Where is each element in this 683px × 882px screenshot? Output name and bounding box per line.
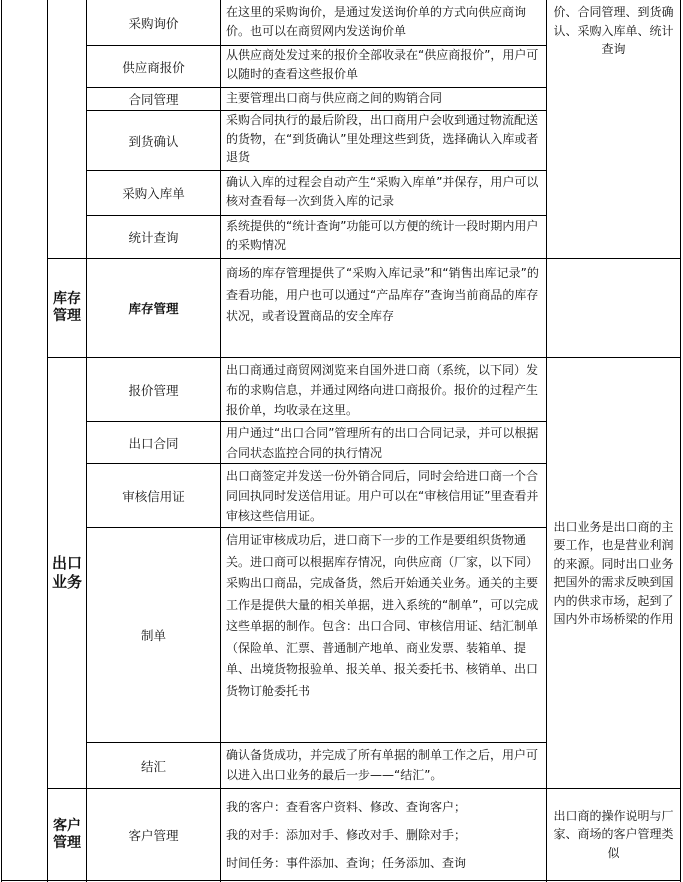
table-divider-col1 [47,0,48,882]
row-name-settlement: 结汇 [140,758,166,774]
customer-line: 时间任务：事件添加、查询；任务添加、查询 [226,856,467,870]
customer-note: 出口商的操作说明与厂家、商场的客户管理类似 [553,808,674,860]
section-customer: 客户管理 [53,817,81,851]
procurement-note: 价、合同管理、到货确认、采购入库单、统计查询 [553,5,674,56]
row-desc-lc-review: 出口商签定并发送一份外销合同后，同时会给进口商一个合同回执同时发送信用证。用户可以在“审核信用证”里查看并审核这些信用证。 [226,469,539,523]
row-desc-arrival-confirm: 采购合同执行的最后阶段，出口商用户会收到通过物流配送的货物，在“到货确认”里处理这些到货，选择确认入库或者退货 [226,113,539,164]
row-name-inventory: 库存管理 [128,301,179,316]
row-desc-documentation: 信用证审核成功后，进口商下一步的工作是要组织货物通关。进口商可以根据库存情况，向供应商（厂家，以下同）采购出口商品，完成备货，然后开始通关业务。通关的主要工作是提供大量的相关单据，进入系统的“制单”，可以完成这些单据的制作。包含：出口合同、审核信用证、结汇制单（保险单、汇票、普通制产地单、商业发票、装箱单、提单、出境货物报验单、报关单、报关委托书、核销单、出口货物订舱委托书 [226,533,539,698]
row-name-documentation: 制单 [140,628,166,643]
table-border-bottom [1,880,681,881]
row-desc-export-contract: 用户通过“出口合同”管理所有的出口合同记录，并可以根据合同状态监控合同的执行情况 [226,426,539,460]
row-desc-purchase-receipt: 确认入库的过程会自动产生“采购入库单”并保存，用户可以核对查看每一次到货入库的记录 [226,175,539,208]
table-border-left [1,0,2,882]
row-name-statistics-query: 统计查询 [128,230,179,245]
row-desc-customer [221,793,546,880]
row-name-quote-management: 报价管理 [128,382,179,398]
row-desc-contract-management: 主要管理出口商与供应商之间的购销合同 [226,91,443,105]
customer-line: 我的客户：查看客户资料、修改、查询客户； [226,800,467,814]
table-border-right [680,0,681,882]
row-desc-statistics-query: 系统提供的“统计查询”功能可以方便的统计一段时期内用户的采购情况 [226,219,539,252]
row-desc-settlement: 确认备货成功，并完成了所有单据的制单工作之后，用户可以进入出口业务的最后一步——“结汇”。 [226,748,539,782]
row-desc-quote-management: 出口商通过商贸网浏览来自国外进口商（系统，以下同）发布的求购信息，并通过网络向进口商报价。报价的过程产生报价单，均收录在这里。 [226,363,539,417]
section-inventory: 库存管理 [53,291,81,324]
row-name-customer: 客户管理 [128,827,179,843]
row-name-purchase-receipt: 采购入库单 [122,186,185,201]
customer-line: 我的对手：添加对手、修改对手、删除对手； [226,828,467,842]
row-name-contract-management: 合同管理 [128,92,179,107]
row-name-lc-review: 审核信用证 [122,488,185,504]
section-export: 出口业务 [51,554,82,591]
row-name-supplier-quote: 供应商报价 [122,59,185,75]
row-desc-inventory: 商场的库存管理提供了“采购入库记录”和“销售出库记录”的查看功能，用户也可以通过“产品库存”查询当前商品的库存状况，或者设置商品的安全库存 [226,266,539,323]
row-desc-procurement-inquiry: 在这里的采购询价，是通过发送询价单的方式向供应商询价。也可以在商贸网内发送询价单 [226,5,527,38]
row-name-arrival-confirm: 到货确认 [128,133,179,149]
row-desc-supplier-quote: 从供应商处发过来的报价全部收录在“供应商报价”，用户可以随时的查看这些报价单 [226,48,539,81]
row-name-procurement-inquiry: 采购询价 [128,15,179,31]
export-note: 出口业务是出口商的主要工作，也是营业利润的来源。同时出口业务把国外的需求反映到国内的供求市场，起到了国内外市场桥梁的作用 [553,519,674,626]
row-name-export-contract: 出口合同 [128,435,179,451]
